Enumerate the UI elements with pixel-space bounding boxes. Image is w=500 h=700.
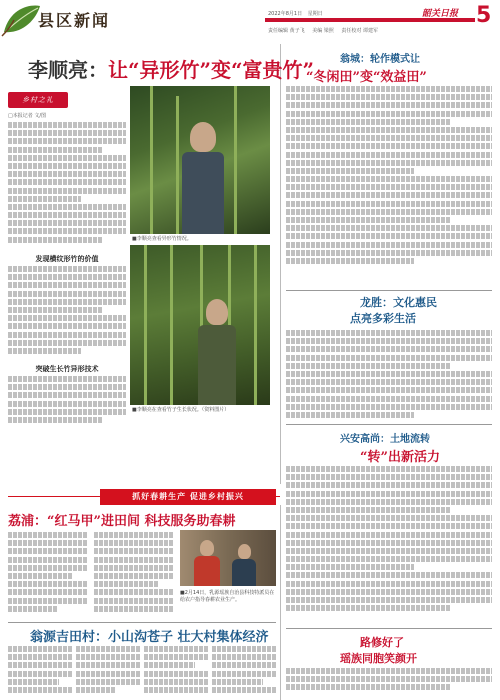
right-article-2-subtitle: 点亮多彩生活	[350, 312, 416, 325]
article-body	[76, 646, 140, 696]
main-title-person: 李顺亮：	[28, 58, 108, 82]
date-line	[268, 10, 327, 17]
main-article-title	[28, 54, 315, 83]
wengyuan-article-title: 翁源吉田村：小山沟苍子 壮大村集体经济	[30, 630, 269, 645]
issue-date: 2022年8月1日	[268, 11, 303, 17]
lizhou-article-title: 荔浦：“红马甲”进田间 科技服务助春耕	[8, 514, 236, 529]
photo-caption: ■2月14日，乳源瑶族自治县科技特派员在给农户指导春耕农业生产。	[180, 590, 275, 603]
editor-credits	[268, 27, 384, 34]
strip-banner-text: 抓好春耕生产 促进乡村振兴	[132, 492, 244, 501]
section-rule	[8, 622, 276, 623]
newspaper-name: 韶关日报	[422, 9, 459, 19]
right-article-3-title: “转”出新活力	[360, 450, 440, 465]
photo-caption: ■李顺亮查看异形竹情况。	[132, 236, 192, 242]
column-divider	[280, 505, 281, 700]
article-body	[94, 532, 174, 618]
editor-credit: 美编 梁照	[312, 28, 334, 34]
article-body	[144, 646, 208, 696]
article-body	[286, 86, 492, 286]
section-rule	[286, 290, 492, 291]
right-article-2-title: 龙胜：文化惠民	[360, 296, 437, 309]
strip-banner	[100, 489, 276, 505]
photo-farmer-bamboo	[130, 86, 270, 234]
issue-weekday: 星期日	[307, 11, 323, 17]
section-rule	[286, 424, 492, 425]
photo-field-workers	[180, 530, 276, 586]
right-article-3-kicker: 兴安高尚：土地流转	[340, 434, 430, 445]
section-rule	[286, 628, 492, 629]
article-body	[212, 646, 276, 696]
photo-bamboo-grove	[130, 245, 270, 405]
main-title-text: 让“异形竹”变“富贵竹”	[108, 58, 315, 82]
article-body	[286, 466, 492, 626]
section-title: 县区新闻	[38, 11, 111, 30]
page-header	[0, 0, 500, 44]
column-banner-label: 乡村之礼	[22, 96, 54, 104]
article-body	[8, 646, 72, 696]
photo-caption: ■李顺亮在查看竹子生长状况。（资料图片）	[132, 407, 230, 413]
column-banner	[8, 92, 68, 108]
article-body	[8, 376, 126, 428]
strip-rule	[276, 496, 280, 497]
right-article-1-kicker: 翁城：轮作模式让	[340, 54, 420, 65]
article-body	[286, 668, 492, 698]
right-article-4-subtitle: 瑶族同胞笑颜开	[340, 652, 417, 665]
article-subhead: 突破生长竹异形技术	[35, 365, 99, 373]
article-body	[8, 266, 126, 358]
right-article-1-title: “冬闲田”变“效益田”	[306, 70, 427, 85]
editor-credit: 责任编辑 黄子飞	[268, 28, 305, 34]
right-article-4-title: 路修好了	[360, 636, 404, 649]
article-body	[286, 330, 492, 422]
article-subhead: 发现横纹形竹的价值	[35, 255, 99, 263]
article-body	[8, 122, 126, 250]
editor-credit: 责任校对 谭建军	[341, 28, 378, 34]
column-divider	[280, 44, 281, 484]
article-body	[8, 532, 88, 618]
page-number: 5	[476, 3, 492, 28]
strip-rule	[8, 496, 100, 497]
byline: □本报记者 文/图	[8, 113, 46, 119]
